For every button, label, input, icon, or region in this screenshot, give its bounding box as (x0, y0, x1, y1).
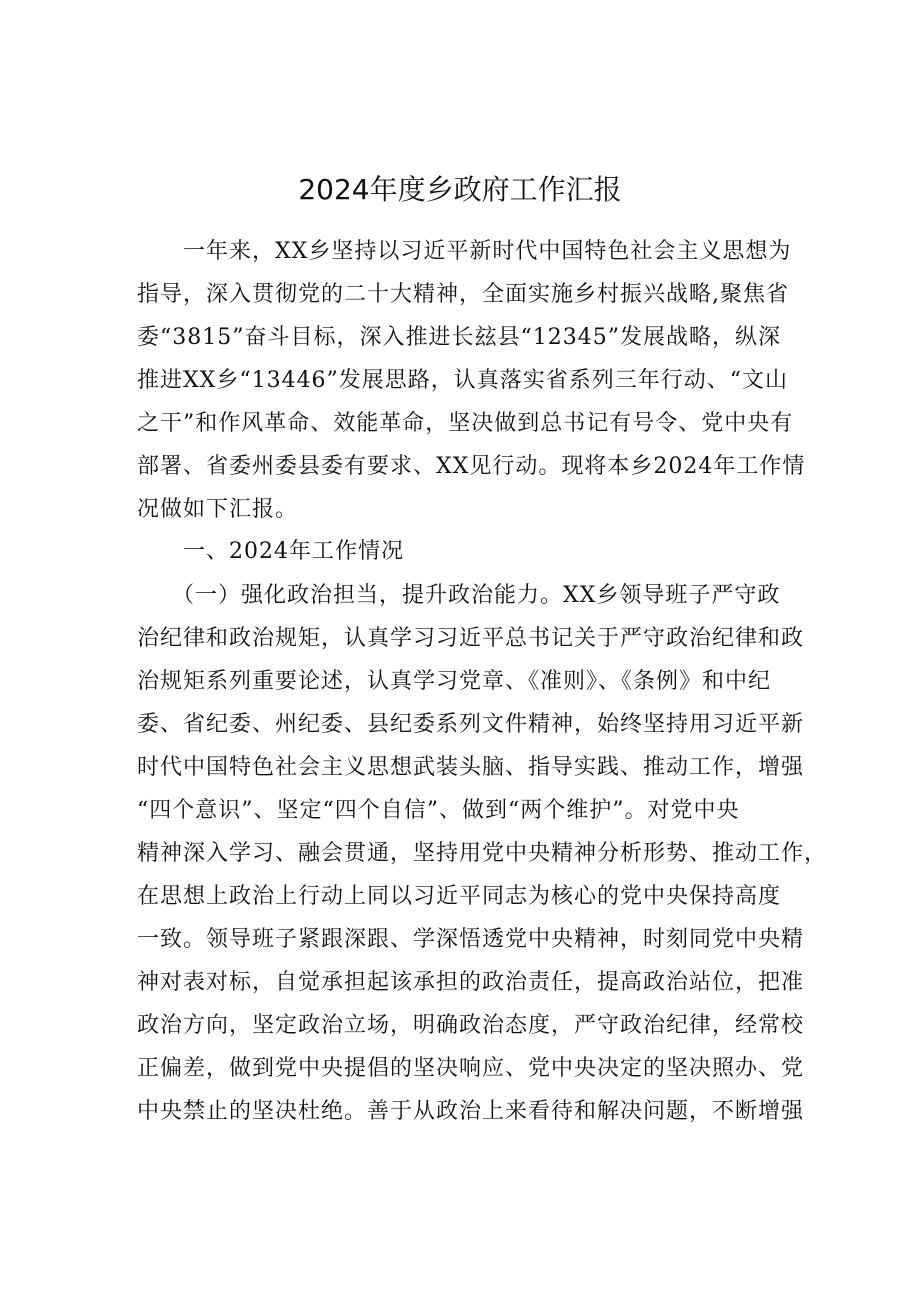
subsection-paragraph (137, 574, 828, 1133)
paragraph-line: 委“3815”奋斗目标，深入推进长玆县“12345”发展战略，纵深 (137, 325, 781, 350)
paragraph-line: 之干”和作风革命、效能革命，坚决做到总书记有号令、党中央有 (137, 411, 794, 436)
paragraph-line: 推进XX乡“13446”发展思路，认真落实省系列三年行动、“文山 (137, 368, 789, 393)
paragraph-line: 部署、省委州委县委有要求、XX见行动。现将本乡2024年工作情 (137, 454, 806, 479)
paragraph-line: 政治方向，坚定政治立场，明确政治态度，严守政治纪律，经常校 (137, 1013, 805, 1038)
paragraph-line: 况做如下汇报。 (137, 497, 299, 522)
section-heading: 一、2024年工作情况 (137, 539, 404, 564)
paragraph-line: 精神深入学习、融会贯通，坚持用党中央精神分析形势、推动工作， (137, 841, 828, 866)
paragraph-line: 一致。领导班子紧跟深跟、学深悟透党中央精神，时刻同党中央精 (137, 927, 805, 952)
paragraph-line: 正偏差，做到党中央提倡的坚决响应、党中央决定的坚决照办、党 (137, 1056, 805, 1081)
paragraph-line: 时代中国特色社会主义思想武装头脑、指导实践、推动工作，增强 (137, 755, 805, 780)
document-title: 2024年度乡政府工作汇报 (298, 173, 622, 206)
paragraph-line: 神对表对标，自觉承担起该承担的政治责任，提高政治站位，把准 (137, 970, 805, 995)
paragraph-line: 治规矩系列重要论述，认真学习党章、《准则》、《条例》和中纪 (137, 669, 772, 694)
paragraph-line: 指导，深入贯彻党的二十大精神，全面实施乡村振兴战略,聚焦省 (137, 282, 789, 307)
paragraph-line: 在思想上政治上行动上同以习近平同志为核心的党中央保持高度 (137, 884, 782, 909)
section-heading-block (137, 530, 797, 573)
paragraph-line: 一年来，XX乡坚持以习近平新时代中国特色社会主义思想为 (137, 239, 792, 264)
paragraph-line: 治纪律和政治规矩，认真学习习近平总书记关于严守政治纪律和政 (137, 626, 805, 651)
paragraph-line: 中央禁止的坚决杜绝。善于从政治上来看待和解决问题，不断增强 (137, 1099, 805, 1124)
paragraph-line: “四个意识”、坚定“四个自信”、做到“两个维护”。对党中央 (137, 798, 740, 823)
intro-paragraph (137, 230, 806, 531)
paragraph-line: （一）强化政治担当，提升政治能力。XX乡领导班子严守政 (137, 583, 781, 608)
paragraph-line: 委、省纪委、州纪委、县纪委系列文件精神，始终坚持用习近平新 (137, 712, 805, 737)
